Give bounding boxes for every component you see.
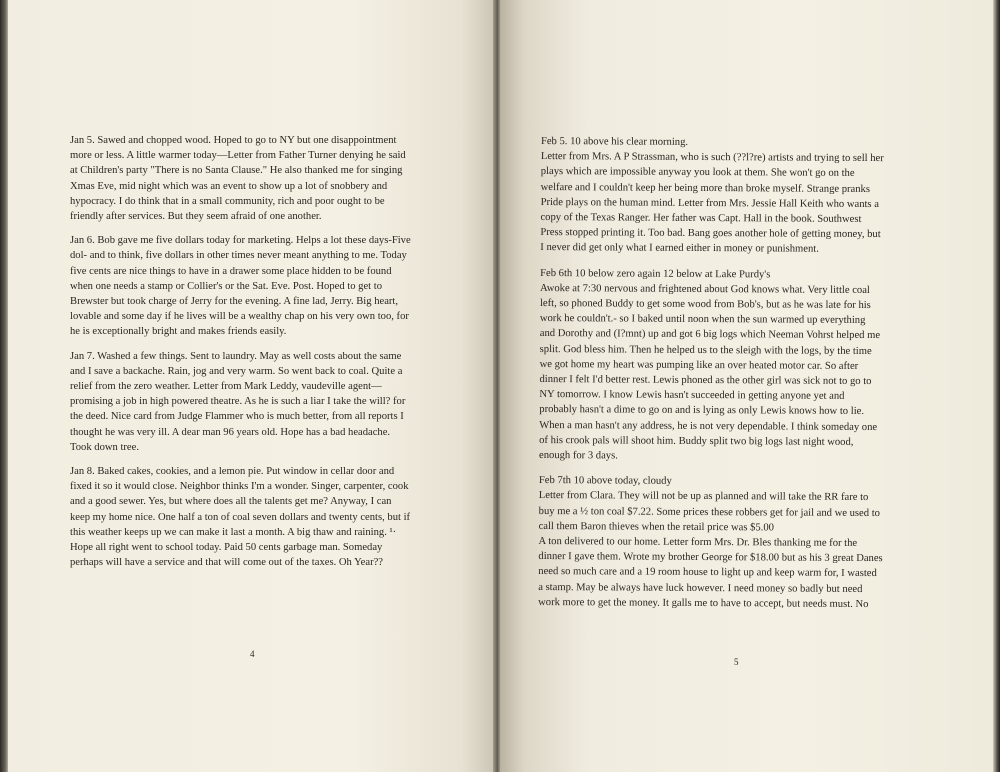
- entry-jan-5: Jan 5. Sawed and chopped wood. Hoped to go to NY but one disappointment more or less. A little warmer today—Letter from Father Turner denying he said at Children's party "There is no Santa Clause." He also thanked me for singing Xmas Eve, mid night which was an event to show up a lot of snobbery and hypocracy. I do think that in a small community, rich and poor ought to be friendly after services. But they seem afraid of one another.: [70, 135, 406, 223]
- entry-jan-7: Jan 7. Washed a few things. Sent to laundry. May as well costs about the same and I save a backache. Rain, jog and very warm. So went back to coal. Quite a relief from the zero weather. Letter from Mark Leddy, vaudeville agent— promising a job in high powered theatre. As he is such a liar I take the will? for the deed. Nice card from Judge Flammer who is much better, from all reports I thought he was very ill. A dear man 96 years old. Hope has a bad headache. Took down tree.: [70, 350, 406, 453]
- entry-jan-6: Jan 6. Bob gave me five dollars today for marketing. Helps a lot these days-Five dol- and to think, five dollars in other times never meant anything to me. Today five cents are nice things to have in a drawer some place hidden to be found when one needs a stamp or Collier's or the Sat. Eve. Post. Hoped to get to Brewster but took charge of Jerry for the evening. A fine lad, Jerry. Big heart, lovable and some day if he lives will be a wealthy chap on his very own too, for he is exceptionally bright and makes friends easily.: [70, 235, 411, 338]
- entry-feb-5: Feb 5. 10 above his clear morning. Letter from Mrs. A P Strassman, who is such (??l?re) artists and trying to sell her plays which are impossible anyway you look at them. She won't go on the welfare and I couldn't keep her being more than broke myself. Strange pranks Pride plays on the human mind. Letter from Mrs. Jessie Hall Keith who wants a copy of the Texas Ranger. Her father was Capt. Hall in the book. Southwest Press stopped printing it. Too bad. Bang goes another hole of getting money, but I never did get only what I earned either in money or punishment.: [540, 135, 884, 256]
- book-edge-right: [993, 0, 1000, 772]
- page-number-left: 4: [250, 649, 255, 659]
- left-page-text: [70, 133, 430, 579]
- entry-feb-7: Feb 7th 10 above today, cloudy Letter from Clara. They will not be up as planned and will take the RR fare to buy me a ½ ton coal $7.22. Some prices these robbers get for jail and we used to call them Baron thieves when the retail price was $5.00 A ton delivered to our home. Letter form Mrs. Dr. Bles thanking me for the dinner I gave them. Wrote my brother George for $18.00 but as his 3 great Danes need so much care and a 19 room house to light up and keep warm for, I wasted a stamp. May be always have luck however. I need money so badly but need work more to get the money. It galls me to have to accept, but needs must. No: [538, 475, 883, 610]
- entry-jan-8: Jan 8. Baked cakes, cookies, and a lemon pie. Put window in cellar door and fixed it so it would close. Neighbor thinks I'm a wonder. Singer, carpenter, cook and a good sewer. Yes, but where does all the talents get me? Anyway, I can keep my home nice. One half a ton of coal seven dollars and twenty cents, but if this weather keeps up we can make it last a month. A big thaw and raining. ¹· Hope all right went to school today. Paid 50 cents garbage man. Someday perhaps will have a service and that will come out of the taxes. Oh Year??: [70, 466, 411, 569]
- entry-feb-6: Feb 6th 10 below zero again 12 below at Lake Purdy's Awoke at 7:30 nervous and frightened about God knows what. Very little coal left, so phoned Buddy to get some wood from Bob's, but as he was late for his work he couldn't.- so I baked until noon when the sun warmed up everything and Dorothy and (I?mnt) up and got 6 big logs which Neeman Vohrst helped me split. God bless him. Then he helped us to the sleigh with the logs, by the time we got home my heart was pumping like an over heated motor car. So after dinner I felt I'd better rest. Lewis phoned as the other girl was sick not to go to NY tomorrow. I know Lewis hasn't succeeded in getting anyone yet and probably hasn't a dime to go on and is lying as only Lewis knows how to lie. When a man hasn't any address, he is not very dependable. I think someday one of his crook pals will shoot him. Buddy split two big logs last night wood, enough for 3 days.: [539, 267, 881, 462]
- right-page: [500, 0, 994, 772]
- right-page-text: [538, 134, 933, 622]
- left-page: [8, 0, 496, 772]
- page-number-right: 5: [734, 657, 739, 667]
